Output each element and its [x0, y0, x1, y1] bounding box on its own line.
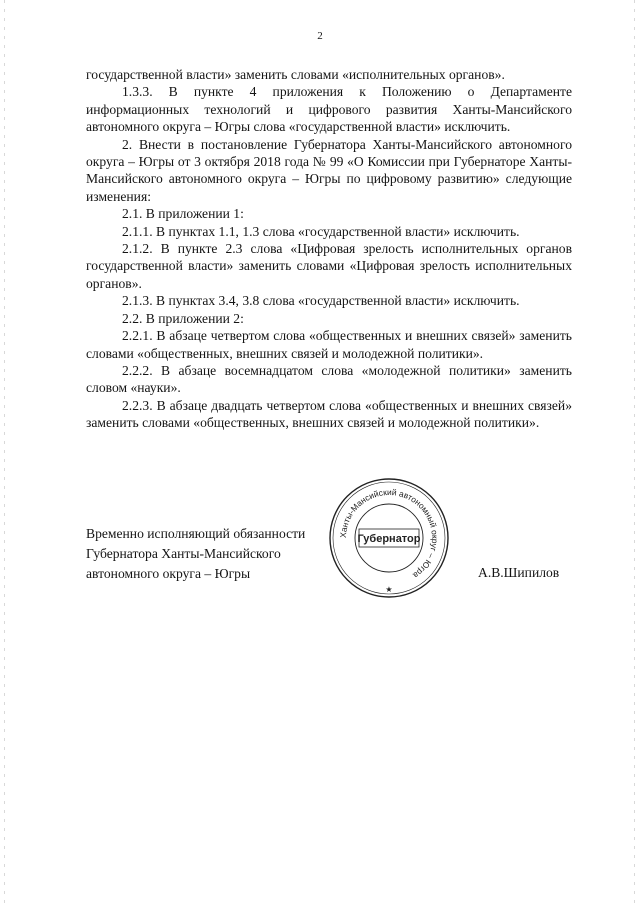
- seal-ring-text: Ханты-Мансийский автономный округ – Югра: [337, 486, 441, 581]
- scan-right-edge: [634, 0, 635, 905]
- page-number: 2: [317, 30, 323, 42]
- signature-position-line: Временно исполняющий обязанности: [86, 526, 306, 541]
- paragraph-1-3-3: 1.3.3. В пункте 4 приложения к Положению о Департаменте информационных технологий и цифрового развития Ханты-Мансийского автономного округа – Югры слова «государственной власти» исключить.: [86, 84, 572, 135]
- scan-left-edge: [4, 0, 5, 905]
- paragraph-2: 2. Внести в постановление Губернатора Ханты-Мансийского автономного округа – Югры от 3 октября 2018 года № 99 «О Комиссии при Губернаторе Ханты-Мансийского автономного округа – Югры по цифровому развитию» следующие изменения:: [86, 136, 572, 204]
- paragraph-2-1-3: 2.1.3. В пунктах 3.4, 3.8 слова «государственной власти» исключить.: [122, 293, 520, 309]
- paragraph-2-2-3: 2.2.3. В абзаце двадцать четвертом слова «общественных и внешних связей» заменить словами «общественных, внешних связей и молодежной политики».: [86, 397, 572, 431]
- signer-name: А.В.Шипилов: [478, 565, 560, 580]
- document-body: [86, 66, 572, 432]
- signature-position: [86, 524, 305, 584]
- paragraph-2-1-2: 2.1.2. В пункте 2.3 слова «Цифровая зрелость исполнительных органов государственной власти» заменить словами «Цифровая зрелость исполнительных органов».: [86, 241, 572, 291]
- official-seal: [326, 475, 452, 601]
- seal-center-text: Губернатор: [357, 533, 421, 545]
- signature-position-line: Губернатора Ханты-Мансийского: [86, 546, 281, 561]
- signature-position-line: автономного округа – Югры: [86, 566, 251, 581]
- seal-star: ★: [385, 585, 393, 594]
- paragraph-2-2-2: 2.2.2. В абзаце восемнадцатом слова «молодежной политики» заменить словом «науки».: [86, 362, 572, 396]
- paragraph-2-1: 2.1. В приложении 1:: [122, 206, 244, 222]
- paragraph-2-2: 2.2. В приложении 2:: [122, 310, 244, 326]
- paragraph-continuation: государственной власти» заменить словами «исполнительных органов».: [86, 67, 505, 82]
- paragraph-2-2-1: 2.2.1. В абзаце четвертом слова «общественных и внешних связей» заменить словами «общественных, внешних связей и молодежной политики».: [86, 328, 572, 361]
- paragraph-2-1-1: 2.1.1. В пунктах 1.1, 1.3 слова «государственной власти» исключить.: [122, 223, 520, 239]
